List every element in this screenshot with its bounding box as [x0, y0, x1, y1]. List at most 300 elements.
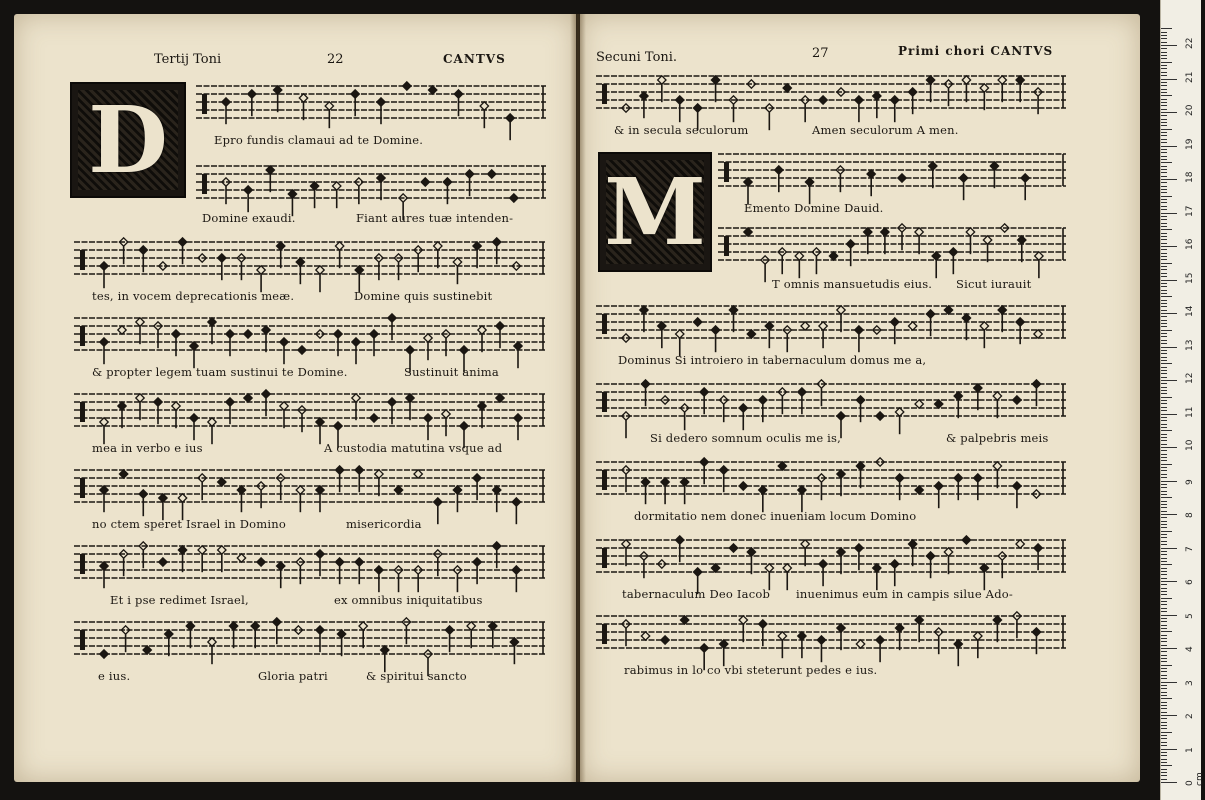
note	[711, 76, 719, 102]
ruler-tick	[1161, 718, 1167, 719]
ruler-tick	[1161, 531, 1172, 532]
ruler-tick	[1161, 316, 1167, 317]
note	[316, 550, 324, 576]
ruler-tick	[1161, 373, 1167, 374]
ruler-tick	[1161, 558, 1167, 559]
ruler-tick	[1161, 779, 1167, 780]
ruler-label: 5	[1185, 612, 1195, 619]
note	[1034, 544, 1042, 570]
note	[262, 390, 270, 416]
note	[335, 242, 343, 268]
note	[310, 182, 318, 208]
ruler-tick	[1161, 172, 1167, 173]
ruler-tick	[1161, 32, 1167, 33]
ruler-tick	[1161, 323, 1167, 324]
ruler-tick	[1161, 393, 1167, 394]
note	[980, 322, 988, 348]
ruler-tick	[1161, 564, 1172, 565]
note	[944, 306, 952, 314]
clef	[602, 548, 607, 568]
ruler-tick	[1161, 162, 1172, 163]
note	[403, 82, 411, 90]
ruler-tick	[1161, 772, 1167, 773]
ruler-tick	[1161, 477, 1167, 478]
note	[837, 548, 845, 574]
ruler-tick	[1161, 705, 1167, 706]
note	[744, 228, 752, 236]
ruler-tick	[1161, 615, 1177, 616]
ruler-label: 3	[1185, 679, 1195, 686]
ruler-tick	[1161, 357, 1167, 358]
note	[118, 402, 126, 428]
clef	[202, 174, 207, 194]
ruler-tick	[1161, 708, 1167, 709]
note	[453, 486, 461, 512]
ruler-tick	[1161, 568, 1167, 569]
note	[676, 536, 684, 562]
ruler-tick	[1161, 430, 1172, 431]
note	[244, 330, 252, 338]
note	[488, 170, 496, 178]
lyric-line: Fiant aures tuæ intenden-	[356, 211, 514, 225]
ruler-tick	[1161, 189, 1167, 190]
ruler-tick	[1161, 192, 1167, 193]
note	[273, 618, 281, 644]
note	[139, 246, 147, 272]
music-staff	[74, 236, 546, 282]
ruler-tick	[1161, 511, 1167, 512]
ruler-tick	[1161, 648, 1177, 649]
clef	[602, 314, 607, 334]
ruler-tick	[1161, 712, 1167, 713]
note	[388, 314, 396, 340]
note	[465, 170, 473, 196]
note	[876, 412, 884, 420]
ruler-tick	[1161, 752, 1167, 753]
note	[1032, 380, 1040, 406]
note	[296, 486, 304, 512]
ruler-label: 13	[1185, 339, 1195, 351]
ruler-tick	[1161, 467, 1167, 468]
ruler-label: 14	[1185, 305, 1195, 317]
ruler-tick	[1161, 464, 1172, 465]
lyric-line: tabernaculum Deo Iacob	[622, 587, 771, 601]
ruler-tick	[1161, 638, 1167, 639]
note	[186, 622, 194, 648]
note	[855, 544, 863, 570]
ruler-tick	[1161, 574, 1167, 575]
note	[493, 542, 501, 568]
clef	[602, 84, 607, 104]
note	[355, 558, 363, 584]
left-header-tone: Tertij Toni	[154, 52, 222, 67]
ruler-tick	[1161, 259, 1167, 260]
ruler-tick	[1161, 85, 1167, 86]
note	[765, 322, 773, 348]
ruler-tick	[1161, 588, 1167, 589]
ruler-tick	[1161, 58, 1167, 59]
note	[473, 558, 481, 584]
lyric-line: Amen seculorum A men.	[812, 123, 959, 137]
ruler-tick	[1161, 38, 1167, 39]
music-staff	[74, 464, 546, 510]
ruler-tick	[1161, 387, 1167, 388]
ruler-tick	[1161, 209, 1167, 210]
note	[622, 540, 630, 566]
ruler-tick	[1161, 196, 1172, 197]
lyric-line: no ctem speret Israel in Domino	[92, 517, 286, 531]
note	[218, 478, 226, 486]
note	[829, 252, 837, 260]
note	[873, 92, 881, 118]
note	[424, 334, 432, 360]
ruler-tick	[1161, 72, 1167, 73]
note	[248, 90, 256, 116]
ruler-tick	[1161, 45, 1177, 46]
lyric-line: & palpebris meis	[946, 431, 1049, 445]
ruler-tick	[1161, 89, 1167, 90]
note	[640, 306, 648, 332]
ruler-tick	[1161, 330, 1172, 331]
lyric-line: misericordia	[346, 517, 422, 531]
note	[454, 90, 462, 116]
note	[143, 646, 151, 654]
ruler-tick	[1161, 755, 1167, 756]
ruler-tick	[1161, 276, 1167, 277]
music-staff	[74, 540, 546, 586]
ruler-tick	[1161, 628, 1167, 629]
ruler-tick	[1161, 320, 1167, 321]
ruler-tick	[1161, 450, 1167, 451]
note	[493, 238, 501, 264]
note	[377, 98, 385, 124]
ruler-label: 2	[1185, 713, 1195, 719]
note	[316, 486, 324, 512]
note	[819, 96, 827, 104]
ruler-tick	[1161, 290, 1167, 291]
ruler-tick	[1161, 688, 1167, 689]
note	[352, 394, 360, 420]
lyric-line: T omnis mansuetudis eius.	[772, 277, 933, 291]
note	[998, 76, 1006, 102]
ruler-label: 8	[1185, 512, 1195, 518]
ruler-tick	[1161, 243, 1167, 244]
ruler-tick	[1161, 109, 1167, 110]
clef	[80, 402, 85, 422]
note	[1034, 330, 1042, 338]
note	[856, 462, 864, 488]
ruler-tick	[1161, 236, 1167, 237]
ruler-tick	[1161, 62, 1172, 63]
note	[801, 322, 809, 330]
ruler-tick	[1161, 685, 1167, 686]
note	[908, 322, 916, 330]
ruler-tick	[1161, 745, 1167, 746]
ruler-tick	[1161, 390, 1167, 391]
ruler-tick	[1161, 286, 1167, 287]
note	[277, 242, 285, 268]
note	[251, 622, 259, 648]
note	[136, 394, 144, 420]
note	[496, 394, 504, 402]
note	[729, 306, 737, 332]
ruler-tick	[1161, 728, 1167, 729]
note	[944, 548, 952, 574]
ruler-tick	[1161, 105, 1167, 106]
ruler-tick	[1161, 631, 1172, 632]
note	[908, 88, 916, 114]
ruler-tick	[1161, 199, 1167, 200]
music-staff	[718, 222, 1066, 268]
note	[926, 310, 934, 336]
ruler-tick	[1161, 216, 1167, 217]
ruler-tick	[1161, 350, 1167, 351]
note	[337, 630, 345, 656]
ruler-tick	[1161, 437, 1167, 438]
ruler-label: 11	[1185, 406, 1195, 418]
ruler-label: 12	[1185, 372, 1195, 384]
note	[1018, 236, 1026, 262]
ruler-tick	[1161, 213, 1177, 214]
ruler-tick	[1161, 427, 1167, 428]
note	[915, 616, 923, 642]
note	[641, 380, 649, 406]
ruler-tick	[1161, 561, 1167, 562]
note	[473, 242, 481, 268]
lyric-line: Sustinuit anima	[404, 365, 499, 379]
ruler-tick	[1161, 578, 1167, 579]
ruler-tick	[1161, 738, 1167, 739]
decorated-initial-m: M	[598, 152, 712, 272]
note	[915, 400, 923, 408]
ruler-tick	[1161, 635, 1167, 636]
ruler-tick	[1161, 52, 1167, 53]
lyric-line: Gloria patri	[258, 669, 328, 683]
ruler-tick	[1161, 611, 1167, 612]
ruler-tick	[1161, 765, 1172, 766]
note	[775, 166, 783, 192]
ruler-tick	[1161, 310, 1167, 311]
ruler-label: 20	[1185, 104, 1195, 116]
ruler-tick	[1161, 152, 1167, 153]
note	[837, 624, 845, 650]
ruler-tick	[1161, 367, 1167, 368]
note	[974, 632, 982, 658]
ruler-tick	[1161, 702, 1167, 703]
note	[434, 242, 442, 268]
ruler-tick	[1161, 146, 1177, 147]
ruler-tick	[1161, 139, 1167, 140]
music-staff	[196, 80, 546, 126]
left-header-cantus: CANTVS	[443, 52, 506, 66]
ruler-tick	[1161, 280, 1177, 281]
note	[226, 330, 234, 356]
note	[926, 552, 934, 578]
note	[100, 562, 108, 588]
ruler-tick	[1161, 266, 1167, 267]
note	[962, 76, 970, 102]
note	[867, 170, 875, 196]
ruler-tick	[1161, 454, 1167, 455]
note	[218, 254, 226, 280]
lyric-line: ex omnibus iniquitatibus	[334, 593, 483, 607]
lyric-line: & propter legem tuam sustinui te Domine.	[92, 365, 348, 379]
ruler-tick	[1161, 102, 1167, 103]
ruler-tick	[1161, 35, 1167, 36]
note	[759, 620, 767, 646]
ruler-tick	[1161, 179, 1177, 180]
ruler-tick	[1161, 129, 1172, 130]
ruler-tick	[1161, 507, 1167, 508]
note	[262, 326, 270, 352]
clef	[202, 94, 207, 114]
ruler-tick	[1161, 474, 1167, 475]
note	[819, 322, 827, 348]
ruler-tick	[1161, 742, 1167, 743]
lyric-line: Emento Domine Dauid.	[744, 201, 884, 215]
ruler-tick	[1161, 692, 1167, 693]
music-staff	[74, 312, 546, 358]
lyric-line: tes, in vocem deprecationis meæ.	[92, 289, 295, 303]
clef	[602, 624, 607, 644]
ruler-tick	[1161, 176, 1167, 177]
note	[208, 318, 216, 344]
note	[739, 482, 747, 490]
ruler-tick	[1161, 119, 1167, 120]
note	[1016, 540, 1024, 548]
note	[641, 632, 649, 640]
music-staff	[718, 148, 1066, 194]
ruler-label: 15	[1185, 272, 1195, 284]
note	[394, 486, 402, 494]
note	[993, 392, 1001, 418]
ruler-tick	[1161, 300, 1167, 301]
ruler-tick	[1161, 55, 1167, 56]
music-staff	[196, 160, 546, 206]
ruler-tick	[1161, 360, 1167, 361]
note	[421, 178, 429, 186]
ruler-tick	[1161, 313, 1177, 314]
lyric-line: Si dedero somnum oculis me is,	[650, 431, 842, 445]
ruler-tick	[1161, 115, 1167, 116]
note	[778, 462, 786, 470]
ruler-tick	[1161, 122, 1167, 123]
note	[747, 548, 755, 574]
note	[881, 228, 889, 254]
clef	[724, 236, 729, 256]
ruler-tick	[1161, 678, 1167, 679]
ruler-tick	[1161, 400, 1167, 401]
book-gutter	[570, 14, 586, 782]
clef	[80, 630, 85, 650]
note	[442, 410, 450, 436]
note	[445, 626, 453, 652]
ruler-tick	[1161, 82, 1167, 83]
ruler-label: 0 cm	[1185, 772, 1205, 786]
note	[1032, 628, 1040, 654]
ruler-tick	[1161, 403, 1167, 404]
note	[244, 394, 252, 402]
music-staff	[74, 616, 546, 662]
ruler-tick	[1161, 99, 1167, 100]
ruler-tick	[1161, 762, 1167, 763]
music-staff	[596, 378, 1066, 424]
note	[493, 486, 501, 512]
ruler-tick	[1161, 675, 1167, 676]
lyric-line: Sicut iurauit	[956, 277, 1032, 291]
ruler-tick	[1161, 501, 1167, 502]
ruler-tick	[1161, 665, 1172, 666]
ruler-tick	[1161, 548, 1177, 549]
note	[273, 86, 281, 112]
note	[729, 544, 737, 552]
note	[388, 398, 396, 424]
ruler-tick	[1161, 202, 1167, 203]
ruler-tick	[1161, 233, 1167, 234]
ruler-tick	[1161, 336, 1167, 337]
ruler-tick	[1161, 440, 1167, 441]
ruler-tick	[1161, 601, 1167, 602]
note	[154, 398, 162, 424]
ruler-tick	[1161, 661, 1167, 662]
ruler-tick	[1161, 682, 1177, 683]
note	[700, 458, 708, 484]
note	[351, 90, 359, 116]
ruler-tick	[1161, 269, 1167, 270]
note	[198, 546, 206, 572]
decorated-initial-d: D	[70, 82, 186, 198]
ruler-tick	[1161, 625, 1167, 626]
note	[428, 86, 436, 94]
note	[222, 98, 230, 124]
ruler-tick	[1161, 447, 1177, 448]
note	[208, 638, 216, 664]
note	[165, 630, 173, 656]
ruler-tick	[1161, 735, 1167, 736]
note	[693, 318, 701, 326]
note	[966, 228, 974, 254]
music-staff	[596, 610, 1066, 656]
note	[954, 474, 962, 500]
ruler-tick	[1161, 347, 1177, 348]
ruler-tick	[1161, 695, 1167, 696]
ruler-tick	[1161, 166, 1167, 167]
note	[747, 330, 755, 338]
note	[974, 474, 982, 500]
ruler-tick	[1161, 306, 1167, 307]
note	[453, 258, 461, 284]
note	[237, 486, 245, 512]
note	[473, 474, 481, 500]
note	[370, 414, 378, 422]
ruler-tick	[1161, 537, 1167, 538]
ruler-tick	[1161, 397, 1172, 398]
ruler-tick	[1161, 470, 1167, 471]
note	[895, 624, 903, 650]
ruler-tick	[1161, 484, 1167, 485]
note	[335, 466, 343, 492]
note	[414, 470, 422, 478]
note	[489, 622, 497, 648]
note	[510, 638, 518, 664]
ruler-tick	[1161, 655, 1167, 656]
lyric-line: & spiritui sancto	[366, 669, 467, 683]
ruler-tick	[1161, 749, 1177, 750]
ruler-label: 19	[1185, 138, 1195, 150]
lyric-line: inuenimus eum in campis silue Ado-	[796, 587, 1013, 601]
lyric-line: Domine quis sustinebit	[354, 289, 493, 303]
note	[915, 486, 923, 494]
